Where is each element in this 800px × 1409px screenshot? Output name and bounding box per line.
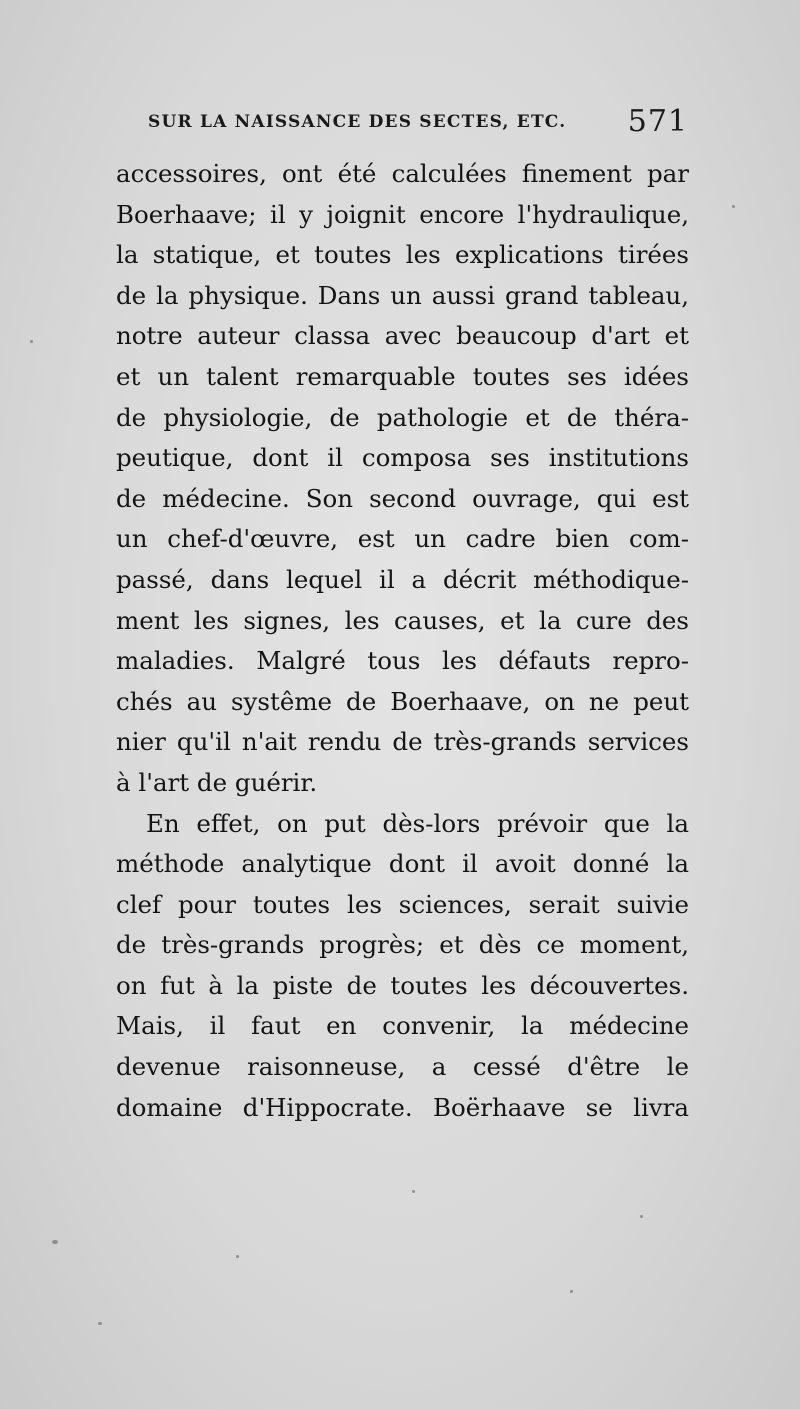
running-head: SUR LA NAISSANCE DES SECTES, ETC. [148,112,567,132]
text-line: un chef-d'œuvre, est un cadre bien com- [116,524,689,554]
paper-speck [732,205,735,208]
text-line: méthode analytique dont il avoit donné la [116,849,689,879]
text-line: la statique, et toutes les explications tirées [116,240,689,270]
text-line: peutique, dont il composa ses institutions [116,443,689,473]
text-line: de la physique. Dans un aussi grand tableau, [116,280,689,310]
text-line: En effet, on put dès-lors prévoir que la [146,808,689,838]
text-line: notre auteur classa avec beaucoup d'art et [116,321,689,351]
body-text [116,154,689,1128]
paper-speck [52,1240,58,1244]
text-line: passé, dans lequel il a décrit méthodique- [116,564,689,594]
paper-speck [236,1255,239,1258]
text-line: et un talent remarquable toutes ses idées [116,361,689,391]
text-line: ment les signes, les causes, et la cure des [116,605,689,635]
text-line: de physiologie, de pathologie et de théra- [116,402,689,432]
text-line: à l'art de guérir. [116,767,318,797]
text-line: devenue raisonneuse, a cessé d'être le [116,1052,689,1082]
text-line: on fut à la piste de toutes les découvertes. [116,970,689,1000]
text-line: chés au systême de Boerhaave, on ne peut [116,686,689,716]
paper-speck [98,1322,102,1325]
text-line: nier qu'il n'ait rendu de très-grands services [116,727,689,757]
text-line: accessoires, ont été calculées finement par [116,159,689,188]
paper-speck [30,340,33,343]
page-number: 571 [627,104,688,139]
text-line: de très-grands progrès; et dès ce moment, [116,930,689,960]
text-line: maladies. Malgré tous les défauts repro- [116,646,689,676]
paper-speck [640,1215,643,1218]
text-line: Boerhaave; il y joignit encore l'hydraulique, [116,199,689,229]
page-header [148,104,688,144]
paper-speck [570,1290,573,1293]
text-line: Mais, il faut en convenir, la médecine [116,1011,689,1041]
paper-speck [412,1190,415,1193]
text-line: domaine d'Hippocrate. Boërhaave se livra [116,1092,689,1122]
text-line: clef pour toutes les sciences, serait suivie [116,889,689,919]
text-line: de médecine. Son second ouvrage, qui est [116,483,689,513]
